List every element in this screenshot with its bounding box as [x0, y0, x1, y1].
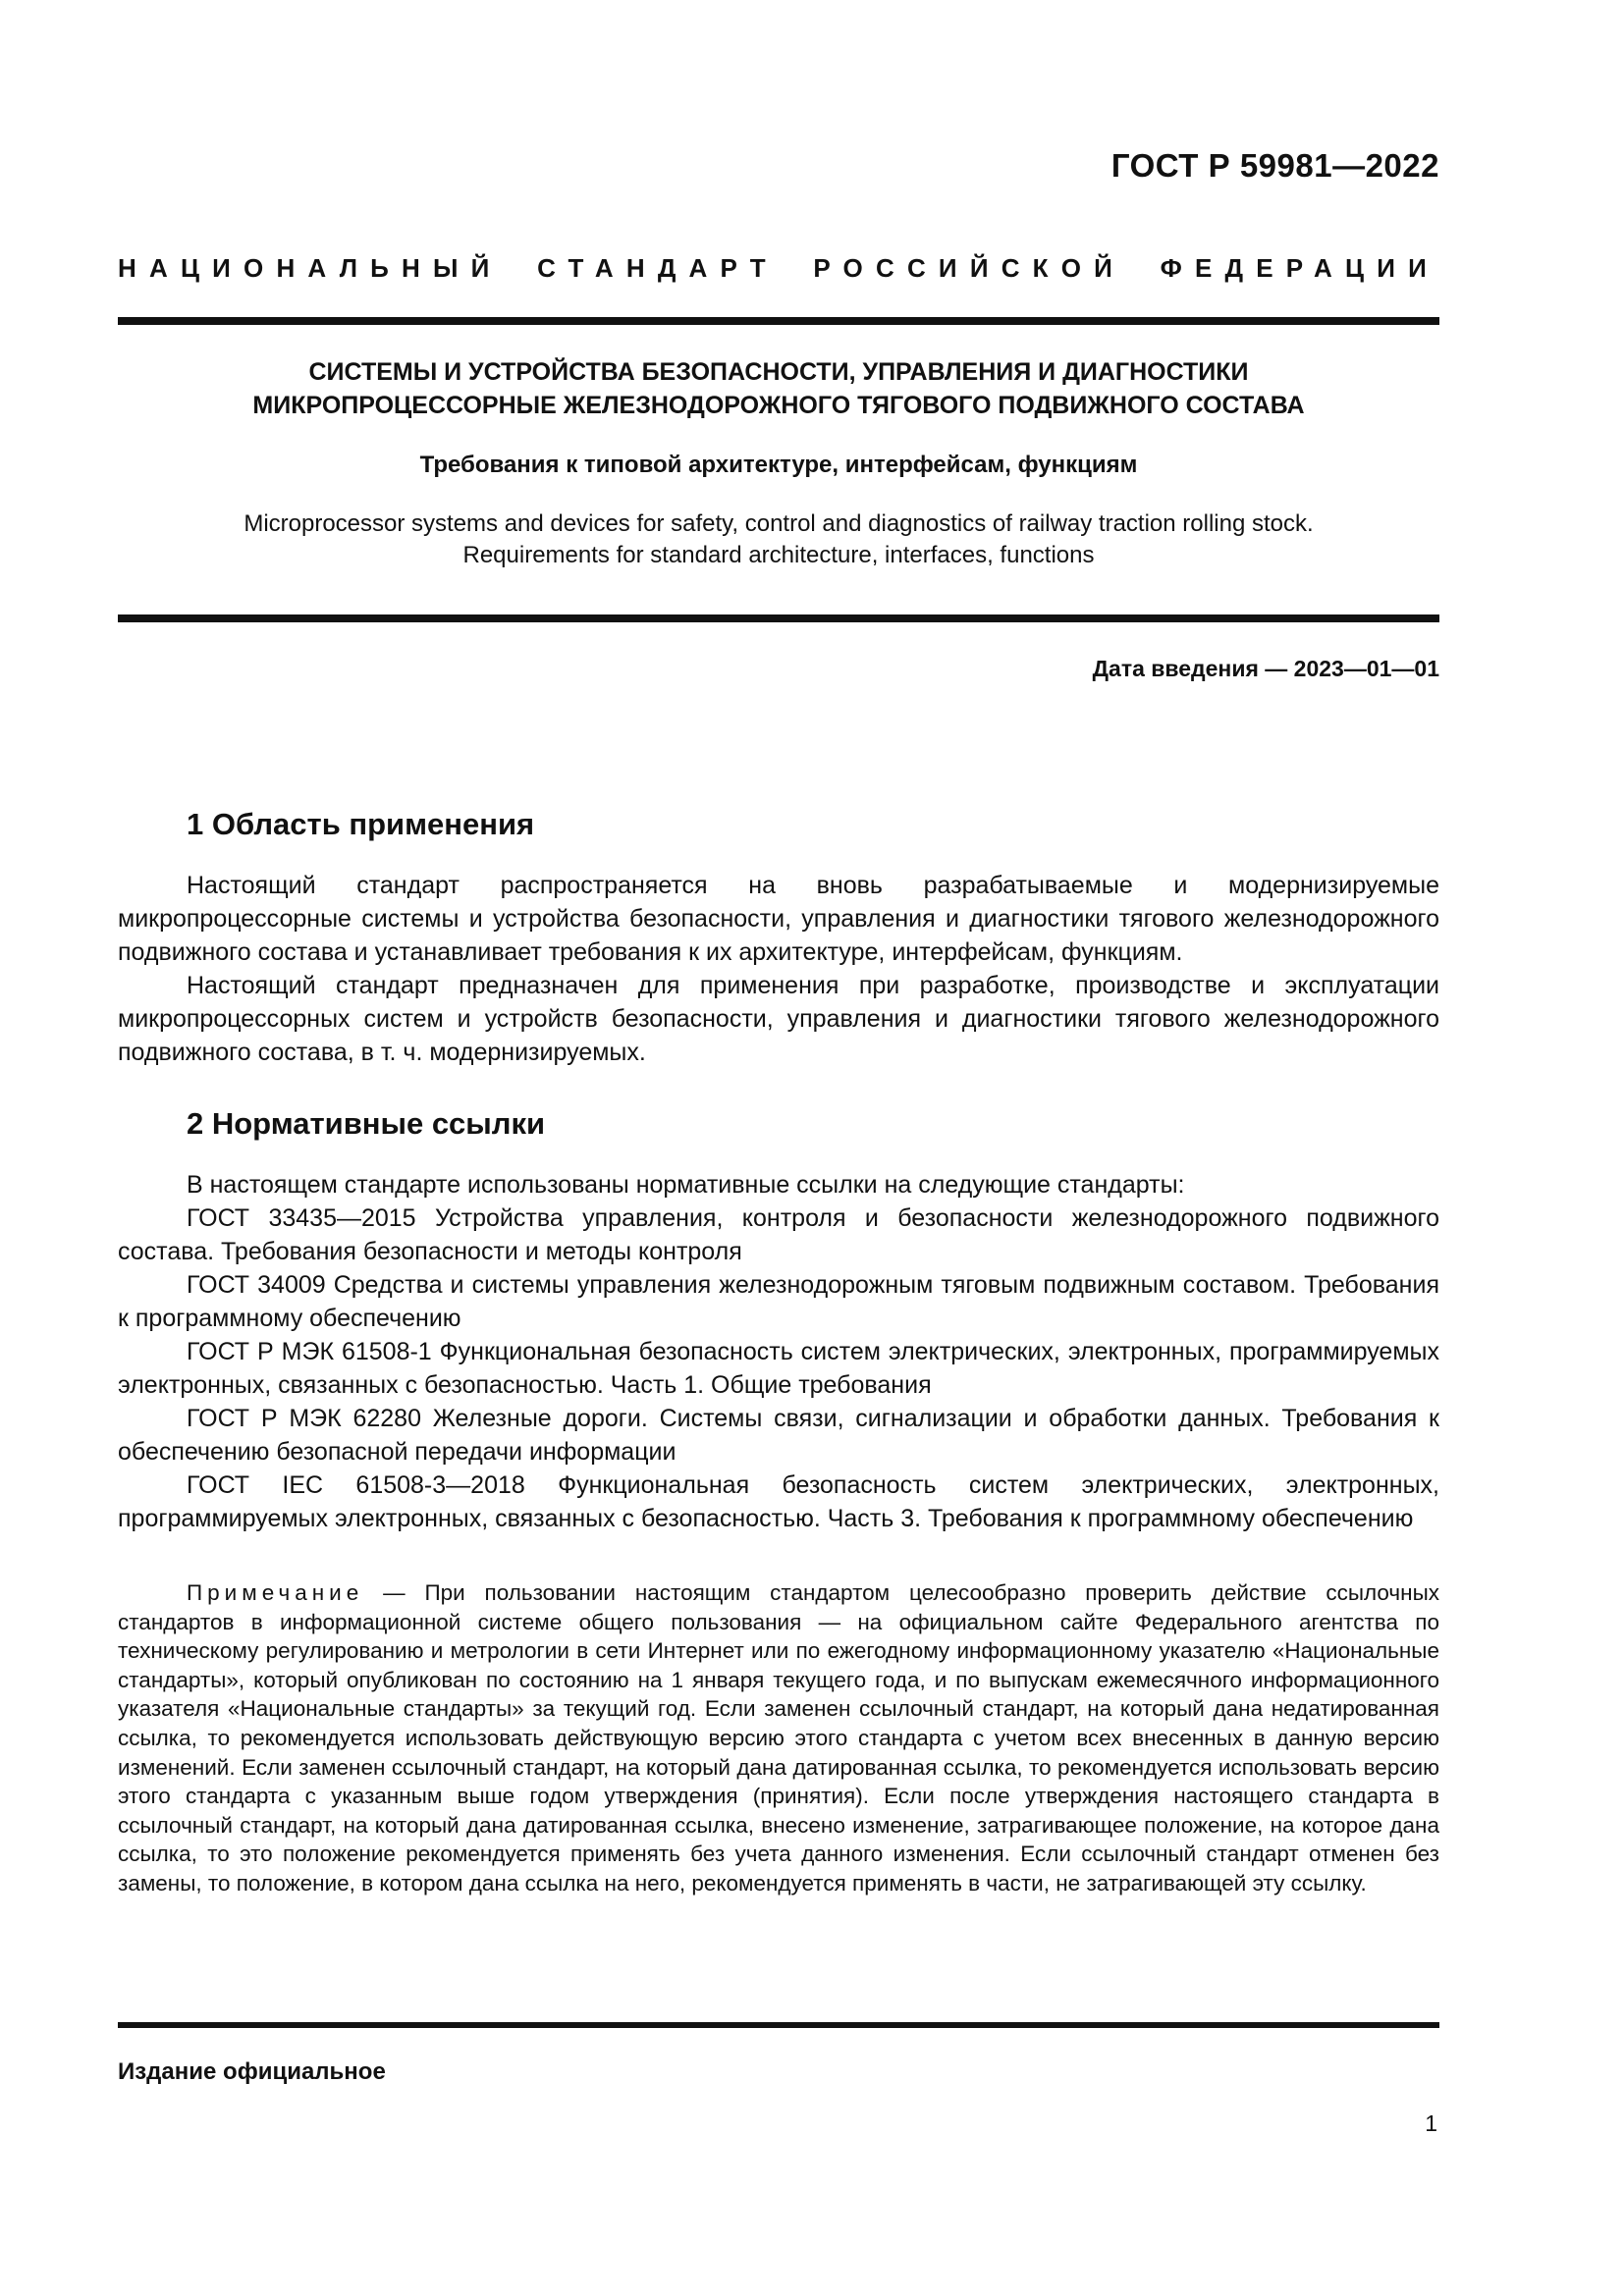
english-title-line-1: Microprocessor systems and devices for safety, control and diagnostics of railway traction rolling stock.	[244, 510, 1314, 537]
title-subtitle: Требования к типовой архитектуре, интерфейсам, функциям	[419, 452, 1138, 478]
english-title	[118, 508, 1439, 571]
note-label: Примечание	[187, 1580, 364, 1605]
title-block	[118, 355, 1439, 571]
note-paragraph	[118, 1578, 1439, 1898]
section-1-paragraph: Настоящий стандарт распространяется на вновь разрабатываемые и модернизируемые микропроцессорные системы и устройства безопасности, управления и диагностики тягового железнодорожного подвижного состава и устанавливает требования к их архитектуре, интерфейсам, функциям.	[118, 872, 1439, 966]
reference-item: ГОСТ 33435—2015 Устройства управления, контроля и безопасности железнодорожного подвижного состава. Требования безопасности и методы контроля	[118, 1204, 1439, 1265]
section-1-paragraph: Настоящий стандарт предназначен для применения при разработке, производстве и эксплуатации микропроцессорных систем и устройств безопасности, управления и диагностики тягового железнодорожного подвижного состава, в т. ч. модернизируемых.	[118, 972, 1439, 1066]
title-line-1: СИСТЕМЫ И УСТРОЙСТВА БЕЗОПАСНОСТИ, УПРАВЛЕНИЯ И ДИАГНОСТИКИ	[308, 358, 1249, 386]
note-block	[118, 1578, 1439, 1898]
footer-rule	[118, 2022, 1439, 2028]
section-1-body	[118, 869, 1439, 1069]
english-title-line-2: Requirements for standard architecture, interfaces, functions	[462, 542, 1095, 568]
reference-item: ГОСТ IEC 61508-3—2018 Функциональная безопасность систем электрических, электронных, программируемых электронных, связанных с безопасностью. Часть 3. Требования к программному обеспечению	[118, 1471, 1439, 1532]
reference-intro: В настоящем стандарте использованы нормативные ссылки на следующие стандарты:	[187, 1171, 1185, 1199]
page-number: 1	[1425, 2110, 1437, 2136]
title-bottom-rule	[118, 614, 1439, 622]
note-text: — При пользовании настоящим стандартом целесообразно проверить действие ссылочных стандартов в информационной системе общего пользования — на официальном сайте Федерального агентства по техническому регулированию и метрологии в сети Интернет или по ежегодному информационному указателю «Национальные стандарты», который опубликован по состоянию на 1 января текущего года, и по выпускам ежемесячного информационного указателя «Национальные стандарты» за текущий год. Если заменен ссылочный стандарт, на который дана недатированная ссылка, то рекомендуется использовать действующую версию этого стандарта с учетом всех внесенных в данную версию изменений. Если заменен ссылочный стандарт, на который дана датированная ссылка, то рекомендуется использовать версию этого стандарта с указанным выше годом утверждения (принятия). Если после утверждения настоящего стандарта в ссылочный стандарт, на который дана датированная ссылка, внесено изменение, затрагивающее положение, на которое дана ссылка, то это положение рекомендуется применять без учета данного изменения. Если ссылочный стандарт отменен без замены, то положение, в котором дана ссылка на него, рекомендуется применять в части, не затрагивающей эту ссылку.	[118, 1580, 1439, 1896]
title-line-2: МИКРОПРОЦЕССОРНЫЕ ЖЕЛЕЗНОДОРОЖНОГО ТЯГОВОГО ПОДВИЖНОГО СОСТАВА	[252, 392, 1305, 419]
top-rule	[118, 317, 1439, 325]
section-1-heading: 1 Область применения	[187, 807, 535, 841]
standard-code: ГОСТ Р 59981—2022	[1110, 147, 1439, 184]
section-2-body	[118, 1168, 1439, 1535]
introduction-date: Дата введения — 2023—01—01	[1092, 656, 1439, 681]
reference-item: ГОСТ 34009 Средства и системы управления железнодорожным тяговым подвижным составом. Требования к программному обеспечению	[118, 1271, 1439, 1332]
official-edition: Издание официальное	[118, 2058, 386, 2085]
reference-item: ГОСТ Р МЭК 61508-1 Функциональная безопасность систем электрических, электронных, программируемых электронных, связанных с безопасностью. Часть 1. Общие требования	[118, 1338, 1439, 1399]
section-2-heading: 2 Нормативные ссылки	[187, 1106, 546, 1141]
reference-item: ГОСТ Р МЭК 62280 Железные дороги. Системы связи, сигнализации и обработки данных. Требования к обеспечению безопасной передачи информации	[118, 1405, 1439, 1466]
national-standard-title: НАЦИОНАЛЬНЫЙ СТАНДАРТ РОССИЙСКОЙ ФЕДЕРАЦИИ	[118, 253, 1439, 283]
